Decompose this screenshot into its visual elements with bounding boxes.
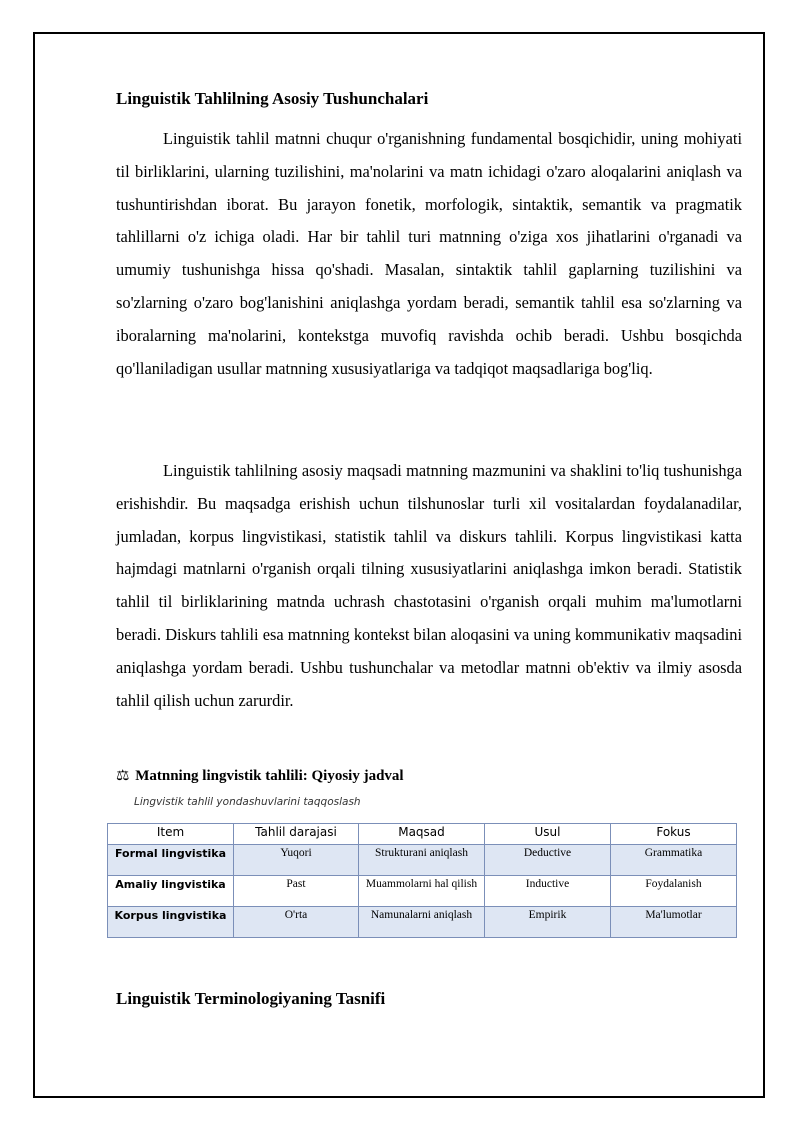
table-cell: Strukturani aniqlash <box>359 845 485 876</box>
table-cell: Ma'lumotlar <box>611 907 737 938</box>
table-cell: Past <box>234 876 359 907</box>
section-heading-2: Linguistik Terminologiyaning Tasnifi <box>116 989 386 1008</box>
column-header: Fokus <box>611 824 737 845</box>
table-caption: Lingvistik tahlil yondashuvlarini taqqoslash <box>134 796 361 808</box>
comparison-table <box>107 823 737 938</box>
table-cell: Namunalarni aniqlash <box>359 907 485 938</box>
body-paragraph-2: Linguistik tahlilning asosiy maqsadi matnning mazmunini va shaklini to'liq tushunishga erishishdir. Bu maqsadga erishish uchun tilshunoslar turli xil vositalardan foydalanadilar, jumladan, korpus lingvistikasi, statistik tahlil va diskurs tahlili. Korpus lingvistikasi katta hajmdagi matnlarni o'rganish orqali tilning xususiyatlarini aniqlashga imkon beradi. Statistik tahlil til birliklarining matnda uchrash chastotasini o'rganish orqali muhim ma'lumotlarni beradi. Diskurs tahlili esa matnning kontekst bilan aloqasini va uning kommunikativ maqsadini aniqlashga yordam beradi. Ushbu tushunchalar va metodlar matnni ob'ektiv va ilmiy asosda tahlil qilish uchun zarurdir. <box>116 461 742 710</box>
section-heading: Linguistik Tahlilning Asosiy Tushunchalari <box>116 89 429 108</box>
table-title <box>116 766 404 785</box>
body-paragraph-1: Linguistik tahlil matnni chuqur o'rganishning fundamental bosqichidir, uning mohiyati til birliklarini, ularning tuzilishini, ma'nolarini va matn ichidagi o'zaro aloqalarini aniqlash va tushuntirishdan iborat. Bu jarayon fonetik, morfologik, sintaktik, semantik va pragmatik tahlillarni o'z ichiga oladi. Har bir tahlil turi matnning o'ziga xos jihatlarini o'rganadi va umumiy tushunishga hissa qo'shadi. Masalan, sintaktik tahlil gaplarning tuzilishini va so'zlarning o'zaro bog'lanishini aniqlashga yordam beradi, semantik tahlil esa so'zlarning va iboralarning ma'nolarini, kontekstga muvofiq ravishda ochib beradi. Ushbu bosqichda qo'llaniladigan usullar matnning xususiyatlariga va tadqiqot maqsadlariga bog'liq. <box>116 129 742 378</box>
table-cell: Foydalanish <box>611 876 737 907</box>
table-header-row <box>108 824 737 845</box>
column-header: Item <box>108 824 234 845</box>
table-cell: Grammatika <box>611 845 737 876</box>
table-cell: Formal lingvistika <box>108 845 234 876</box>
table-cell: Korpus lingvistika <box>108 907 234 938</box>
table-cell: Muammolarni hal qilish <box>359 876 485 907</box>
table-cell: Empirik <box>485 907 611 938</box>
table-title-text: Matnning lingvistik tahlili: Qiyosiy jadval <box>135 768 404 784</box>
table-row <box>108 876 737 907</box>
table-cell: Amaliy lingvistika <box>108 876 234 907</box>
column-header: Usul <box>485 824 611 845</box>
scale-icon: ⚖ <box>116 766 130 784</box>
column-header: Maqsad <box>359 824 485 845</box>
table-cell: Yuqori <box>234 845 359 876</box>
column-header: Tahlil darajasi <box>234 824 359 845</box>
table-cell: O'rta <box>234 907 359 938</box>
table-row <box>108 907 737 938</box>
table-cell: Inductive <box>485 876 611 907</box>
table-row <box>108 845 737 876</box>
table-cell: Deductive <box>485 845 611 876</box>
